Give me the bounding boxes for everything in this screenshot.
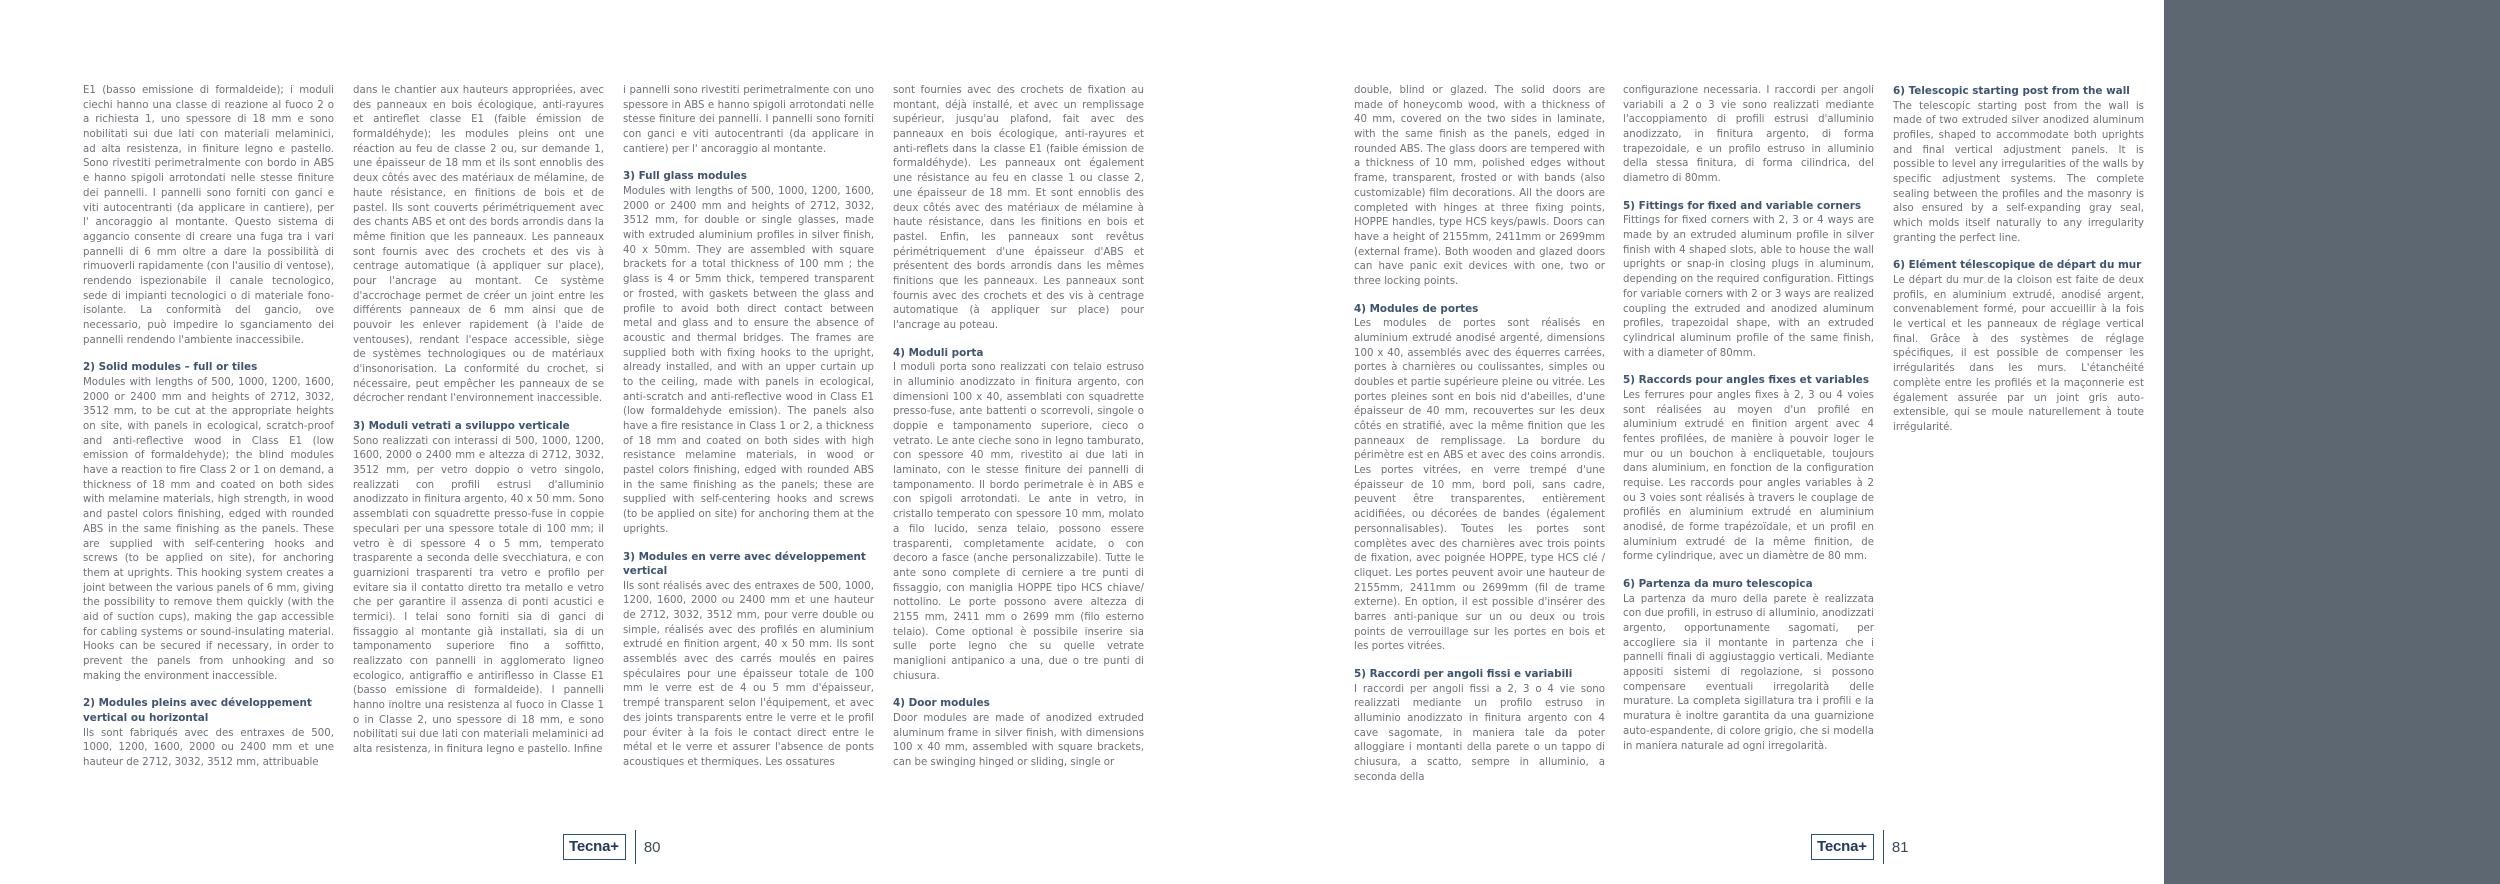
paragraph: Sono realizzati con interassi di 500, 1000, 1200, 1600, 2000 o 2400 mm e altezza di 2712, 3032, 3512 mm, per vetro doppio o vetro singolo, realizzati con profili estrusi d'alluminio anodizzato in finitura argento, 40 x 50 mm. Sono assemblati con squadrette presso-fuse in coppie speculari per una spessore totale di 100 mm; il vetro è di spessore 4 o 5 mm, temperato trasparente a seconda delle svecchiatura, e con guarnizioni trasparenti tra vetro e profilo per evitare sia il contatto diretto tra metallo e vetro che per garantire il assenza di ponti acustici e termici). I telai sono forniti sia di ganci di fissaggio al montante già installati, sia di un tamponamento superiore fino a soffitto, realizzato con pannelli in agglomerato ligneo ecologico, antigraffio e antiriflesso in Classe E1 (basso emissione di formaldeide). I pannelli hanno inoltre una resistenza al fuoco in Classe 1 o in Classe 2, uno spessore di 18 mm, e sono nobilitati sui due lati con materiali melaminici ad alta resistenza, in finitura legno e pastello. Infine — [353, 435, 604, 756]
paragraph: E1 (basso emissione di formaldeide); i moduli ciechi hanno una classe di reazione al fuoco 2 o a richiesta 1, uno spessore di 18 mm e sono nobilitati sui due lati con materiali melaminici, ad alta resistenza, in finiture legno e pastello. Sono rivestiti perimetralmente con bordo in ABS e hanno spigoli arrotondati nelle stesse finiture dei pannelli. I pannelli sono forniti con ganci e viti autocentranti (da applicare in cantiere), per l' ancoraggio al montante. Questo sistema di aggancio consente di creare una fuga tra i vari pannelli di 6 mm oltre a dare la possibilità di rimuoverli rapidamente (con l'ausilio di ventose), rendendo ispezionabile il canale tecnologico, sede di impianti tecnologici o di materiale fono-isolante. La conformità del gancio, ove necessario, può impedire lo sganciamento dei pannelli rendendo l'ambiente inaccessibile. — [83, 85, 334, 346]
section-heading: 3) Full glass modules — [623, 170, 747, 183]
footer-divider — [635, 830, 636, 864]
section-heading: 3) Moduli vetrati a sviluppo verticale — [353, 420, 570, 433]
gray-side-band — [2164, 0, 2500, 884]
section-heading: 6) Partenza da muro telescopica — [1623, 578, 1813, 591]
text-column-1 — [83, 84, 334, 814]
text-column-6 — [1623, 84, 1874, 814]
section-heading: 4) Door modules — [893, 697, 990, 710]
section-heading: 2) Solid modules – full or tiles — [83, 361, 258, 374]
paragraph: I moduli porta sono realizzati con telaio estruso in alluminio anodizzato in finitura argento, con dimensioni 100 x 40, assemblati con squadrette presso-fuse, ante battenti o scorrevoli, singole o doppie e tamponamento superiore, cieco o vetrato. Le ante cieche sono in legno tamburato, con spessore 40 mm, rivestito ai due lati in laminato, con le stesse finiture dei pannelli di tamponamento. Il bordo perimetrale è in ABS e con spigoli arrotondati. Le ante in vetro, in cristallo temperato con spessore 10 mm, molato a filo lucido, senza telaio, possono essere trasparenti, completamente acidate, o con decoro a fasce (anche personalizzabile). Tutte le ante sono complete di cerniere a tre punti di fissaggio, con maniglia HOPPE tipo HCS chiave/ nottolino. Le porte possono avere altezza di 2155 mm, 2411 mm o 2699 mm (filo esterno telaio). Come optional è possibile inserire sia sulle porte legno che su quelle vetrate maniglioni antipanico a una, due o tre punti di chiusura. — [893, 362, 1144, 682]
paragraph: Modules with lengths of 500, 1000, 1200, 1600, 2000 or 2400 mm and heights of 2712, 3032, 3512 mm, to be cut at the appropriate heights on site, with panels in ecological, scratch-proof and anti-reflective wood in Class E1 (low emission of formaldehyde); the blind modules have a reaction to fire Class 2 or 1 on demand, a thickness of 18 mm and coated on both sides with melamine materials, high strength, in wood and pastel colors finishing, edged with rounded ABS in the same finishing as the panels. These are supplied with self-centering hooks and screws (to be applied on site), for anchoring them at uprights. This hooking system creates a joint between the various panels of 6 mm, giving the possibility to remove them quickly (with the aid of suction cups), making the gap accessible for cabling systems or sound-insulating material. Hooks can be secured if necessary, in order to prevent the panels from unhooking and so making the environment inaccessible. — [83, 376, 334, 682]
paragraph: Les modules de portes sont réalisés en aluminium extrudé anodisé argenté, dimensions 100 x 40, assemblés avec des équerres carrées, portes à charnières ou coulissantes, simples ou doubles et partie supérieure pleine ou vitrée. Les portes pleines sont en bois nid d'abeilles, d'une épaisseur de 40 mm, recouvertes sur les deux côtés en stratifié, avec la même finition que les panneaux de remplissage. La bordure du périmètre est en ABS et avec des coins arrondis. Les portes vitrées, en verre trempé d'une épaisseur de 10 mm, bord poli, sans cadre, peuvent être transparentes, entièrement acidifiées, ou décorées de bandes (également personnalisables). Toutes les portes sont complètes avec des charnières avec trois points de fixation, avec poignée HOPPE, type HCS clé / cliquet. Les portes peuvent avoir une hauteur de 2155mm, 2411mm ou 2699mm (fil de trame externe). En option, il est possible d'insérer des barres anti-panique sur un ou deux ou trois points de verrouillage sur les portes en bois et les portes vitrées. — [1354, 318, 1605, 653]
section-heading: 5) Raccords pour angles fixes et variables — [1623, 374, 1870, 387]
text-column-7 — [1893, 84, 2144, 814]
paragraph: The telescopic starting post from the wall is made of two extruded silver anodized aluminum profiles, shaped to accommodate both uprights and final vertical adjustment panels. It is possible to level any irregularities of the walls by specific adjustment systems. The complete sealing between the profiles and the masonry is also ensured by a self-expanding gray seal, which molds itself naturally to any irregularity granting the perfect line. — [1893, 100, 2144, 244]
paragraph: Ils sont réalisés avec des entraxes de 500, 1000, 1200, 1600, 2000 ou 2400 mm et une hauteur de 2712, 3032, 3512 mm, pour verre double ou simple, réalisés avec des profilés en aluminium extrudé en finition argent, 40 x 50 mm. Ils sont assemblés avec des carrés moulés en paires spéculaires pour une épaisseur totale de 100 mm le verre est de 4 ou 5 mm d'épaisseur, trempé transparent selon l'équipement, et avec des joints transparents entre le verre et le profil pour éviter à la fois le contact direct entre le métal et le verre et assurer l'absence de ponts acoustiques et thermiques. Les ossatures — [623, 580, 874, 768]
text-column-4 — [893, 84, 1144, 814]
footer-divider — [1883, 830, 1884, 864]
page-number: 80 — [643, 838, 661, 856]
paragraph: Ils sont fabriqués avec des entraxes de 500, 1000, 1200, 1600, 2000 ou 2400 mm et une hauteur de 2712, 3032, 3512 mm, attribuable — [83, 727, 334, 768]
text-column-2 — [353, 84, 604, 814]
page-footer-left — [563, 830, 661, 864]
section-heading: 4) Moduli porta — [893, 346, 984, 359]
section-heading: 5) Fittings for fixed and variable corners — [1623, 199, 1862, 212]
page-footer-right — [1811, 830, 1909, 864]
section-heading: 2) Modules pleins avec développement vertical ou horizontal — [83, 697, 312, 724]
paragraph: Les ferrures pour angles fixes à 2, 3 ou 4 voies sont réalisées au moyen d'un profilé en aluminium extrudé en finition argent avec 4 fentes profilées, de manière à pouvoir loger le mur ou un bouchon à encliquetable, toujours dans aluminium, en fonction de la configuration requise. Les raccords pour angles variables à 2 ou 3 voies sont réalisés à travers le couplage de profilés en aluminium extrudé en aluminium anodisé, de forme trapézoïdale, et un profil en aluminium extrudé de la même finition, de forme cylindrique, avec un diamètre de 80 mm. — [1623, 389, 1874, 563]
section-heading: 3) Modules en verre avec développement vertical — [623, 550, 866, 578]
paragraph: Fittings for fixed corners with 2, 3 or 4 ways are made by an extruded aluminum profile in silver finish with 4 shaped slots, able to house the wall uprights or snap-in closing plugs in aluminum, depending on the required configuration. Fittings for variable corners with 2 or 3 ways are realized coupling the extruded and anodized aluminum profiles, trapezoidal shape, with an extruded cylindrical aluminum profile of the same finish, with a diameter of 80mm. — [1623, 215, 1874, 359]
paragraph: Modules with lengths of 500, 1000, 1200, 1600, 2000 or 2400 mm and heights of 2712, 3032, 3512 mm, for double or single glasses, made with extruded aluminium profiles in silver finish, 40 x 50mm. They are assembled with square brackets for a total thickness of 100 mm ; the glass is 4 or 5mm thick, tempered transparent or frosted, with gaskets between the glass and profile to avoid both direct contact between metal and glass and to ensure the absence of acoustic and thermal bridges. The frames are supplied both with fixing hooks to the upright, already installed, and with an upper curtain up to the ceiling, made with panels in ecological, anti-scratch and anti-reflective wood in Class E1 (low formaldehyde emission). The panels also have a fire resistance in Class 1 or 2, a thickness of 18 mm and coated on both sides with high resistance melamine materials, in wood or pastel colors finishing, edged with rounded ABS in the same finishing as the panels; these are supplied with self-centering hooks and screws (to be applied on site) for anchoring them at the uprights. — [623, 186, 874, 535]
tecna-logo: Tecna+ — [563, 834, 626, 860]
paragraph: Le départ du mur de la cloison est faite de deux profils, en aluminium extrudé, anodisé argent, convenablement formé, pour accueillir à la fois le vertical et les panneaux de réglage vertical final. Grâce à des systèmes de réglage spécifiques, il est possible de compenser les irrégularités dans les murs. L'étanchéité complète entre les profilés et la maçonnerie est également assurée par un joint gris auto-extensible, qui se moule naturellement à toute irrégularité. — [1893, 275, 2144, 433]
paragraph: dans le chantier aux hauteurs appropriées, avec des panneaux en bois écologique, anti-rayures et antireflet classe E1 (faible émission de formaldéhyde); les modules pleins ont une réaction au feu de classe 2 ou, sur demande 1, une épaisseur de 18 mm et ils sont ennoblis des deux côtés avec des matériaux de mélamine, de haute résistance, en finitions de bois et de pastel. Ils sont couverts périmétriquement avec des chants ABS et ont des bords arrondis dans la même finition que les panneaux. Les panneaux sont fournis avec des crochets et des vis à centrage automatique (à appliquer sur place), pour l'ancrage au montant. Ce système d'accrochage permet de créer un joint entre les différents panneaux de 6 mm ainsi que de pouvoir les enlever rapidement (à l'aide de ventouses), rendant l'espace accessible, siège de systèmes technologiques ou de matériaux d'insonorisation. La conformité du crochet, si nécessaire, peut empêcher les panneaux de se décrocher rendant l'environnement inaccessible. — [353, 85, 604, 405]
section-heading: 6) Elément télescopique de départ du mur — [1893, 259, 2142, 272]
section-heading: 6) Telescopic starting post from the wall — [1893, 85, 2130, 97]
page-number: 81 — [1891, 838, 1909, 856]
paragraph: double, blind or glazed. The solid doors are made of honeycomb wood, with a thickness of 40 mm, covered on the two sides in laminate, with the same finish as the panels, edged in rounded ABS. The glass doors are tempered with a thickness of 10 mm, polished edges without frame, transparent, frosted or with bands (also customizable) film decorations. All the doors are completed with hinges at three fixing points, HOPPE handles, type HCS keys/pawls. Doors can have a height of 2155mm, 2411mm or 2699mm (external frame). Both wooden and glazed doors can have panic exit devices with one, two or three locking points. — [1354, 85, 1605, 287]
paragraph: i pannelli sono rivestiti perimetralmente con uno spessore in ABS e hanno spigoli arrotondati nelle stesse finiture dei pannelli. I pannelli sono forniti con ganci e viti autocentranti (da applicare in cantiere) per l' ancoraggio al montante. — [623, 85, 874, 155]
section-heading: 4) Modules de portes — [1354, 302, 1479, 315]
paragraph: La partenza da muro della parete è realizzata con due profili, in estruso di alluminio, anodizzati argento, opportunamente sagomati, per accogliere sia il montante in partenza che i pannelli finali di aggiustaggio verticali. Mediante appositi sistemi di regolazione, si possono compensare eventuali irregolarità delle murature. La completa sigillatura tra i profili e la muratura è inoltre garantita da una guarnizione auto-espandente, di colore grigio, che si modella in maniera naturale ad ogni irregolarità. — [1623, 593, 1874, 752]
text-column-3 — [623, 84, 874, 814]
section-heading: 5) Raccordi per angoli fissi e variabili — [1354, 668, 1573, 680]
tecna-logo: Tecna+ — [1811, 834, 1874, 860]
text-column-5 — [1354, 84, 1605, 814]
paragraph: configurazione necessaria. I raccordi per angoli variabili a 2 o 3 vie sono realizzati mediante l'accoppiamento di profili estrusi d'alluminio anodizzato, in finitura argento, di forma trapezoidale, e un profilo estruso in alluminio della stessa finitura, di forma cilindrica, del diametro di 80mm. — [1623, 85, 1874, 185]
paragraph: I raccordi per angoli fissi a 2, 3 o 4 vie sono realizzati mediante un profilo estruso in alluminio anodizzato in finitura argento con 4 cave sagomate, in maniera tale da poter alloggiare i montanti della parete o un tappo di chiusura, a scatto, sempre in alluminio, a seconda della — [1354, 683, 1605, 783]
paragraph: sont fournies avec des crochets de fixation au montant, déjà installé, et avec un remplissage supérieur, jusqu'au plafond, fait avec des panneaux en bois écologique, anti-rayures et anti-reflets dans la classe E1 (faible émission de formaldéhyde). Les panneaux ont également une résistance au feu en classe 1 ou classe 2, une épaisseur de 18 mm. Et sont ennoblis des deux côtés avec des matériaux de mélamine à haute résistance, dans les finitions en bois et pastel. Enfin, les panneaux sont revêtus périmétriquement d'une épaisseur d'ABS et présentent des bords arrondis dans les mêmes finitions que les panneaux. Les panneaux sont fournis avec des crochets et des vis à centrage automatique (à appliquer sur place) pour l'ancrage au poteau. — [893, 85, 1144, 331]
paragraph: Door modules are made of anodized extruded aluminum frame in silver finish, with dimensions 100 x 40 mm, assembled with square brackets, can be swinging hinged or sliding, single or — [893, 712, 1144, 768]
